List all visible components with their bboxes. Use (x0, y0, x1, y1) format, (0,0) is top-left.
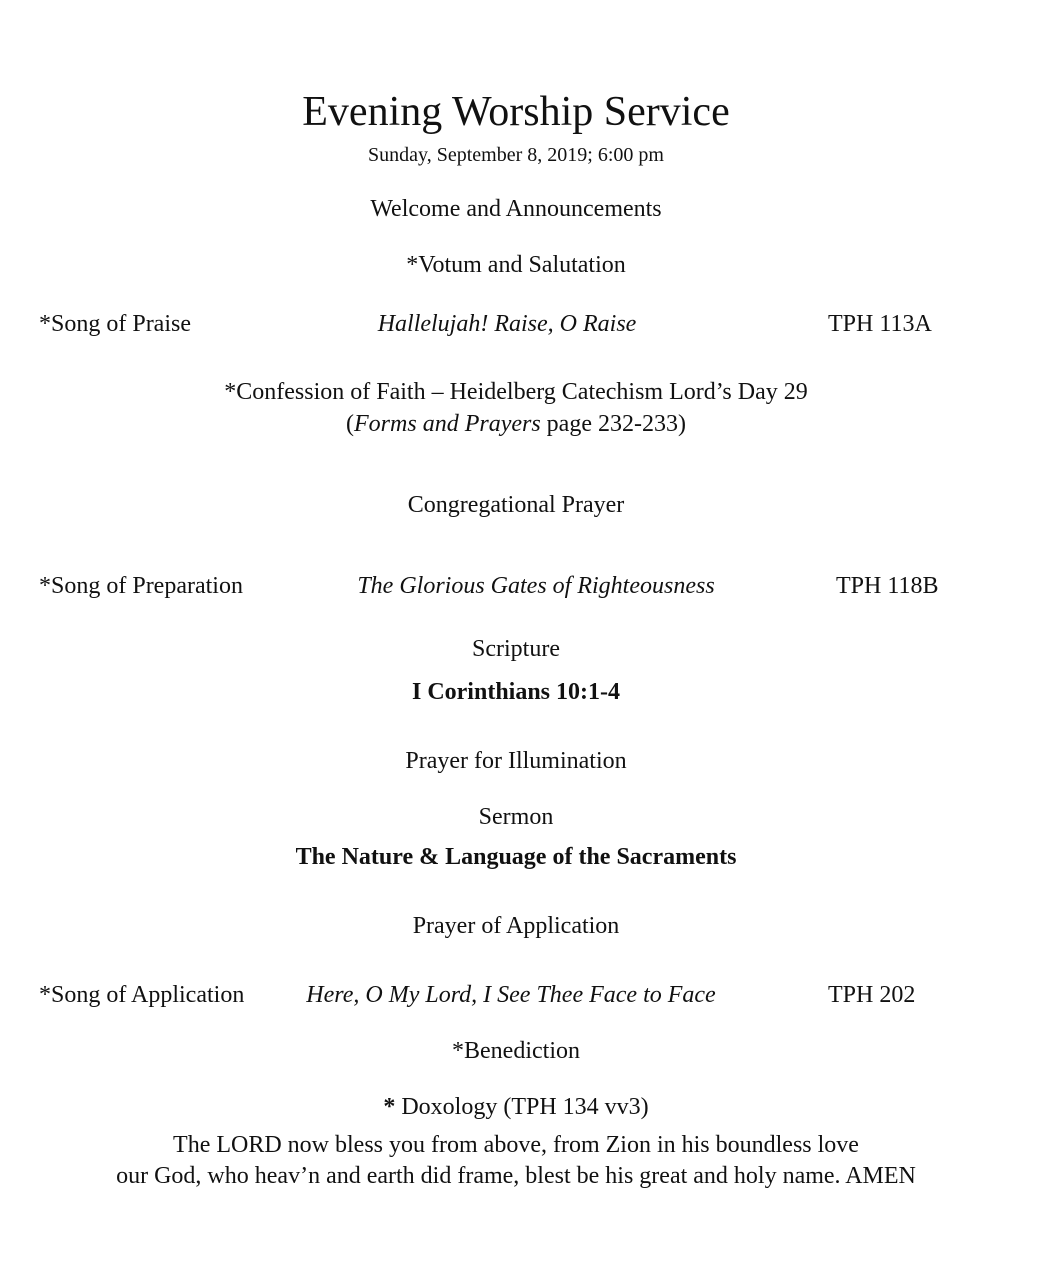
benediction: *Benediction (452, 1038, 580, 1064)
welcome-announcements: Welcome and Announcements (370, 196, 662, 222)
doxology-line-2: our God, who heav’n and earth did frame, blest be his great and holy name. AMEN (116, 1163, 916, 1189)
scripture-reference: I Corinthians 10:1-4 (411, 679, 621, 705)
page-title: Evening Worship Service (302, 89, 730, 135)
song-of-preparation-label: *Song of Preparation (39, 573, 243, 599)
song-of-praise-row (0, 309, 1050, 339)
song-of-praise-title: Hallelujah! Raise, O Raise (377, 311, 637, 337)
song-of-application-number: TPH 202 (828, 982, 916, 1008)
song-of-praise-label: *Song of Praise (39, 311, 191, 337)
service-date: Sunday, September 8, 2019; 6:00 pm (368, 144, 664, 166)
prayer-for-illumination: Prayer for Illumination (405, 748, 627, 774)
confession-of-faith: *Confession of Faith – Heidelberg Catechism Lord’s Day 29 (224, 379, 808, 405)
song-of-application-row (0, 980, 1050, 1010)
doxology-line-1: The LORD now bless you from above, from Zion in his boundless love (173, 1132, 859, 1158)
doxology-heading: * Doxology (TPH 134 vv3) (383, 1094, 649, 1120)
prayer-of-application: Prayer of Application (412, 913, 620, 939)
confession-reference: (Forms and Prayers page 232-233) (346, 411, 686, 437)
song-of-application-label: *Song of Application (39, 982, 245, 1008)
song-of-preparation-row (0, 571, 1050, 601)
forms-and-prayers-book: Forms and Prayers (354, 411, 541, 437)
song-of-preparation-title: The Glorious Gates of Righteousness (357, 573, 715, 599)
scripture-heading: Scripture (472, 636, 560, 662)
congregational-prayer: Congregational Prayer (407, 492, 625, 518)
song-of-preparation-number: TPH 118B (836, 573, 939, 599)
votum-salutation: *Votum and Salutation (406, 252, 626, 278)
doxology-star: * (383, 1094, 396, 1120)
sermon-heading: Sermon (478, 804, 554, 830)
sermon-title: The Nature & Language of the Sacraments (295, 844, 737, 870)
song-of-application-title: Here, O My Lord, I See Thee Face to Face (306, 982, 716, 1008)
song-of-praise-number: TPH 113A (828, 311, 932, 337)
